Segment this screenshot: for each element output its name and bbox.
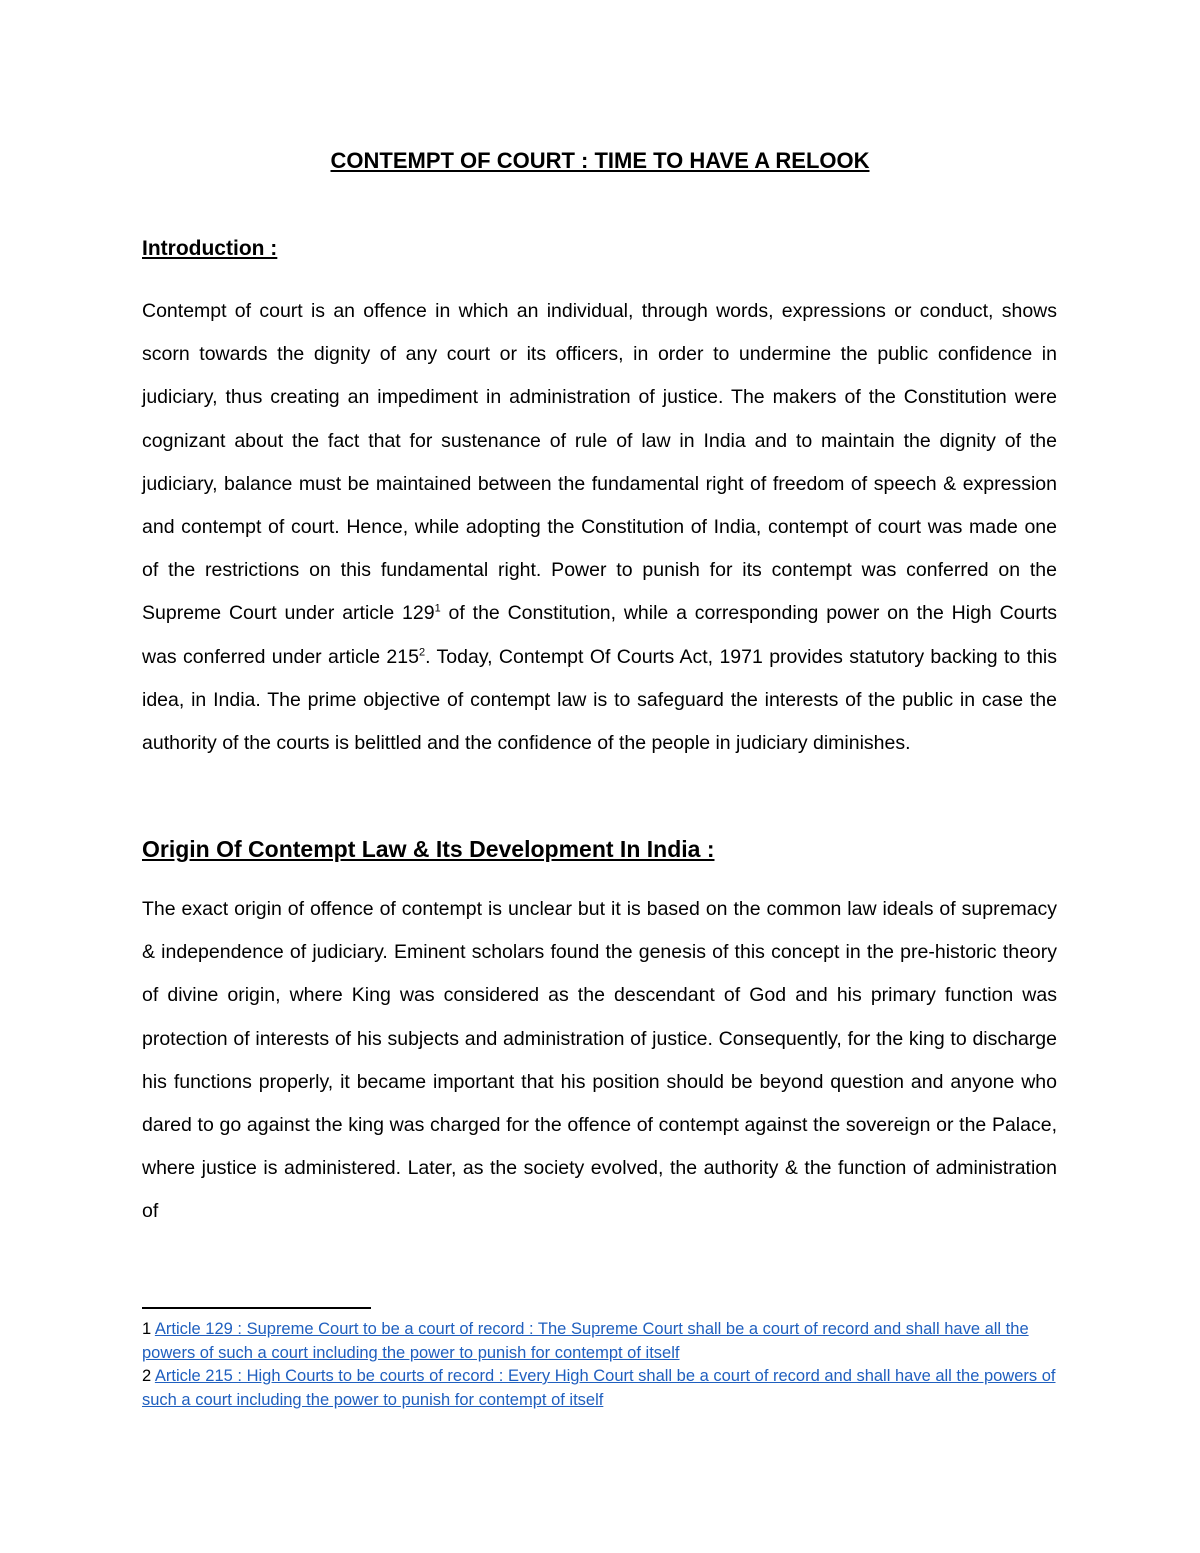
section-heading-origin: Origin Of Contempt Law & Its Development In India :	[142, 836, 715, 862]
paragraph-text: Contempt of court is an offence in which an individual, through words, expressions or conduct, shows scorn towards the dignity of any court or its officers, in order to undermine the public confidence in judiciary, thus creating an impediment in administration of justice. The makers of the Constitution were cognizant about the fact that for sustenance of rule of law in India and to maintain the dignity of the judiciary, balance must be maintained between the fundamental right of freedom of speech & expression and contempt of court. Hence, while adopting the Constitution of India, contempt of court was made one of the restrictions on this fundamental right. Power to punish for its contempt was conferred on the Supreme Court under article 129	[142, 300, 1057, 625]
footnote-link-article-215[interactable]: Article 215 : High Courts to be courts of record : Every High Court shall be a court of record and shall have all the powers of such a court including the power to punish for contempt of itself	[142, 1367, 1056, 1409]
paragraph-text: of the Constitution, while a corresponding power on the High Courts was conferred under article 215	[142, 602, 1058, 668]
footnote-number: 2	[142, 1367, 152, 1385]
footnote-ref-2[interactable]: 2	[418, 646, 426, 659]
paragraph-text: . Today, Contempt Of Courts Act, 1971 provides statutory backing to this idea, in India. The prime objective of contempt law is to safeguard the interests of the public in case the authority of the courts is belittled and the confidence of the people in judiciary diminishes.	[142, 645, 1057, 755]
footnote-separator	[142, 1307, 371, 1309]
footnote-ref-1[interactable]: 1	[434, 602, 441, 615]
footnote-number: 1	[142, 1320, 152, 1338]
footnotes	[142, 1318, 1062, 1412]
section-heading-introduction: Introduction :	[142, 237, 278, 260]
footnote-2	[142, 1365, 1062, 1412]
footnote-link-article-129[interactable]: Article 129 : Supreme Court to be a court of record : The Supreme Court shall be a court of record and shall have all the powers of such a court including the power to punish for contempt of itself	[142, 1320, 1029, 1362]
footnote-1	[142, 1318, 1062, 1365]
origin-paragraph: The exact origin of offence of contempt is unclear but it is based on the common law ideals of supremacy & independence of judiciary. Eminent scholars found the genesis of this concept in the pre-historic theory of divine origin, where King was considered as the descendant of God and his primary function was protection of interests of his subjects and administration of justice. Consequently, for the king to discharge his functions properly, it became important that his position should be beyond question and anyone who dared to go against the king was charged for the offence of contempt against the sovereign or the Palace, where justice is administered. Later, as the society evolved, the authority & the function of administration of	[142, 898, 1057, 1223]
page-title: CONTEMPT OF COURT : TIME TO HAVE A RELOOK	[330, 148, 870, 173]
introduction-paragraph	[142, 290, 1057, 765]
